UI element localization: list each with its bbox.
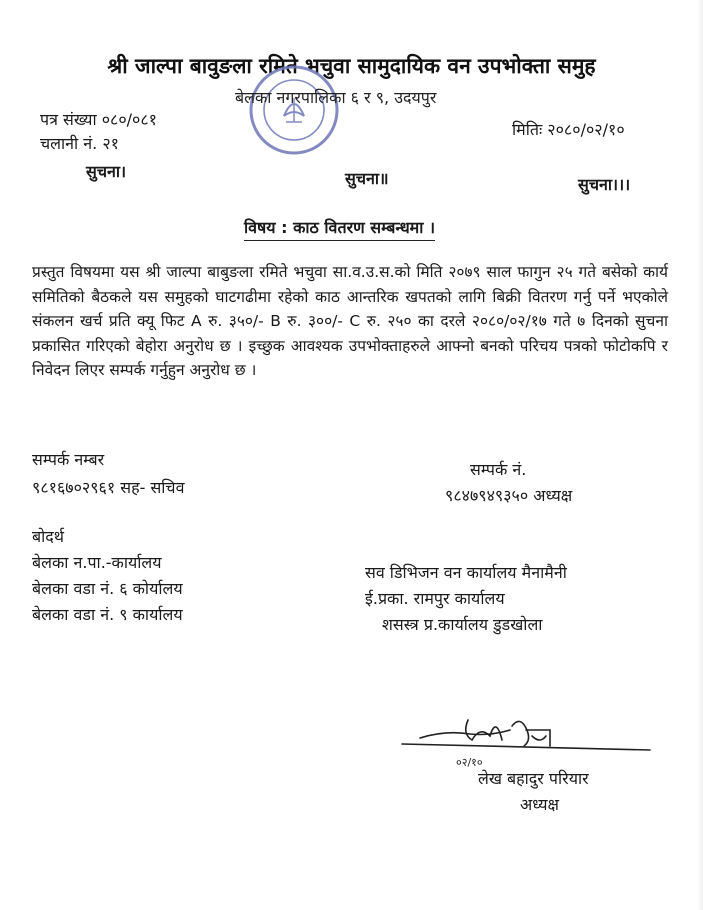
letter-date: मितिः २०८०/०२/१०: [512, 120, 625, 139]
cc-left-item: बेलका वडा नं. ९ कार्यालय: [32, 605, 183, 624]
signer-title: अध्यक्ष: [520, 795, 559, 814]
dispatch-number: चलानी नं. २१: [40, 134, 119, 153]
organization-title: श्री जाल्पा बावुङला रमिते भचुवा सामुदायिक वन उपभोक्ता समुह: [107, 54, 596, 78]
body-paragraph: प्रस्तुत विषयमा यस श्री जाल्पा बाबुङला रमिते भचुवा सा.व.उ.स.को मिति २०७९ साल फागुन २५ गते बसेको कार्य समितिको बैठकले यस समुहको घाटगढीमा रहेको काठ आन्तरिक खपतको लागि बिक्री वितरण गर्नु पर्ने भएकोले संकलन खर्च प्रति क्यू फिट A रु. ३५०/- B रु. ३००/- C रु. २५० का दरले २०८०/०२/१७ गते ७ दिनको सुचना प्रकासित गरिएको बेहोरा अनुरोध छ । इच्छुक आवश्यक उपभोक्ताहरुले आफ्नो बनको परिचय पत्रको फोटोकपि र निवेदन लिएर सम्पर्क गर्नुहुन अनुरोध छ ।: [32, 263, 668, 379]
subject-line: विषय : काठ वितरण सम्बन्धमा ।: [244, 216, 435, 241]
organization-stamp: [248, 64, 340, 156]
notice-heading-3: सुचना।।।: [578, 175, 631, 194]
cc-left-item: बेलका न.पा.-कार्यालय: [32, 553, 162, 572]
contact-right-value: ९८४७९४९३५० अध्यक्ष: [445, 486, 573, 505]
cc-right-item: सव डिभिजन वन कार्यालय मैनामैनी: [365, 563, 567, 582]
handwritten-signature: [400, 700, 660, 770]
letter-number: पत्र संख्या ०८०/०८१: [40, 110, 158, 129]
organization-address: बेलका नगरपालिका ६ र ९, उदयपुर: [235, 88, 437, 107]
signer-name: लेख बहादुर परियार: [478, 769, 589, 788]
notice-heading-2: सुचना॥: [345, 169, 389, 188]
contact-left-value: ९८१६७०२९६१ सह- सचिव: [32, 478, 185, 497]
notice-heading-1: सुचना।: [86, 162, 127, 181]
cc-left-item: बेलका वडा नं. ६ कोर्यालय: [32, 579, 183, 598]
cc-right-item: ई.प्रका. रामपुर कार्यालय: [365, 589, 505, 608]
cc-label: बोदर्थ: [32, 527, 65, 546]
scan-edge: [697, 0, 703, 910]
contact-right-label: सम्पर्क नं.: [470, 460, 527, 479]
signature-date: ०२/१०: [456, 756, 483, 769]
contact-left-label: सम्पर्क नम्बर: [32, 450, 105, 469]
cc-right-item: शसस्त्र प्र.कार्यालय डुडखोला: [382, 615, 543, 634]
